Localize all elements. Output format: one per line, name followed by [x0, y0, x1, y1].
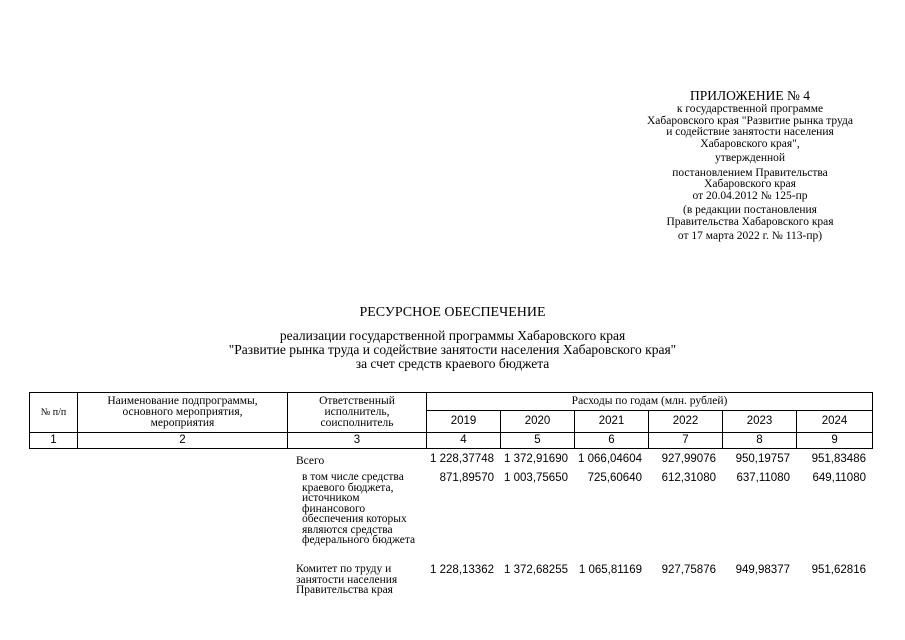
year-header: 2019: [427, 411, 501, 433]
appendix-line: Хабаровского края "Развитие рынка труда: [647, 114, 853, 127]
year-header: 2024: [797, 411, 873, 433]
title-line: реализации государственной программы Хабаровского края: [279, 328, 626, 343]
row-label: Комитет по труду и занятости населения Правительства края: [296, 563, 398, 596]
header-name: Наименование подпрограммы, основного мероприятия, мероприятия: [78, 393, 288, 433]
appendix-line: утвержденной: [714, 152, 786, 164]
header-executor: Ответственный исполнитель, соисполнитель: [288, 393, 427, 433]
column-number: 6: [575, 433, 649, 449]
row-value: 1 066,04604: [578, 453, 642, 465]
year-header: 2023: [723, 411, 797, 433]
table-row: [29, 453, 872, 472]
column-number: 1: [30, 433, 78, 449]
appendix-line: Хабаровского края: [704, 178, 796, 190]
appendix-title: ПРИЛОЖЕНИЕ № 4: [689, 88, 811, 103]
document-title: [0, 306, 905, 371]
column-number: 5: [501, 433, 575, 449]
header-expenses: Расходы по годам (млн. рублей): [427, 393, 873, 411]
row-label: в том числе средства краевого бюджета, источником финансового обеспечения которых являются средства федерального бюджета: [302, 471, 416, 546]
title-main: РЕСУРСНОЕ ОБЕСПЕЧЕНИЕ: [359, 305, 546, 320]
row-value: 951,62816: [811, 564, 866, 576]
title-line: за счет средств краевого бюджета: [355, 356, 550, 371]
year-header: 2021: [575, 411, 649, 433]
table-row: [29, 472, 872, 564]
row-value: 649,11080: [812, 472, 866, 484]
year-header: 2022: [649, 411, 723, 433]
year-header: 2020: [501, 411, 575, 433]
row-value: 1 372,91690: [504, 453, 568, 465]
appendix-line: к государственной программе: [676, 103, 824, 115]
resource-table-body: [29, 453, 872, 604]
row-value: 951,83486: [811, 453, 866, 465]
appendix-line: от 17 марта 2022 г. № 113-пр): [677, 230, 823, 242]
row-value: 950,19757: [735, 453, 790, 465]
row-value: 1 228,37748: [430, 453, 494, 465]
appendix-line: и содействие занятости населения: [666, 126, 834, 138]
row-value: 927,75876: [661, 564, 716, 576]
row-value: 1 372,68255: [504, 564, 568, 576]
column-number: 4: [427, 433, 501, 449]
appendix-line: постановлением Правительства: [672, 166, 828, 179]
appendix-line: от 20.04.2012 № 125-пр: [692, 189, 808, 202]
row-value: 1 065,81169: [578, 564, 642, 576]
row-value: 612,31080: [661, 472, 716, 484]
column-number: 7: [649, 433, 723, 449]
appendix-block: [600, 88, 900, 243]
title-line: "Развитие рынка труда и содействие занятости населения Хабаровского края": [228, 342, 677, 357]
row-value: 725,60640: [587, 472, 642, 484]
table-row: [29, 564, 872, 604]
column-number: 2: [78, 433, 288, 449]
row-value: 1 003,75650: [504, 472, 568, 484]
row-value: 1 228,13362: [430, 564, 494, 576]
row-value: 927,99076: [661, 453, 716, 465]
header-num: № п/п: [30, 393, 78, 433]
column-number: 8: [723, 433, 797, 449]
appendix-line: Правительства Хабаровского края: [666, 215, 834, 228]
row-value: 637,11080: [736, 472, 790, 484]
row-value: 871,89570: [439, 472, 494, 484]
resource-table-header: [29, 392, 873, 449]
column-number: 9: [797, 433, 873, 449]
column-number: 3: [288, 433, 427, 449]
row-value: 949,98377: [735, 564, 790, 576]
row-label: Всего: [296, 455, 325, 467]
appendix-line: Хабаровского края",: [700, 137, 800, 150]
appendix-line: (в редакции постановления: [683, 204, 817, 216]
